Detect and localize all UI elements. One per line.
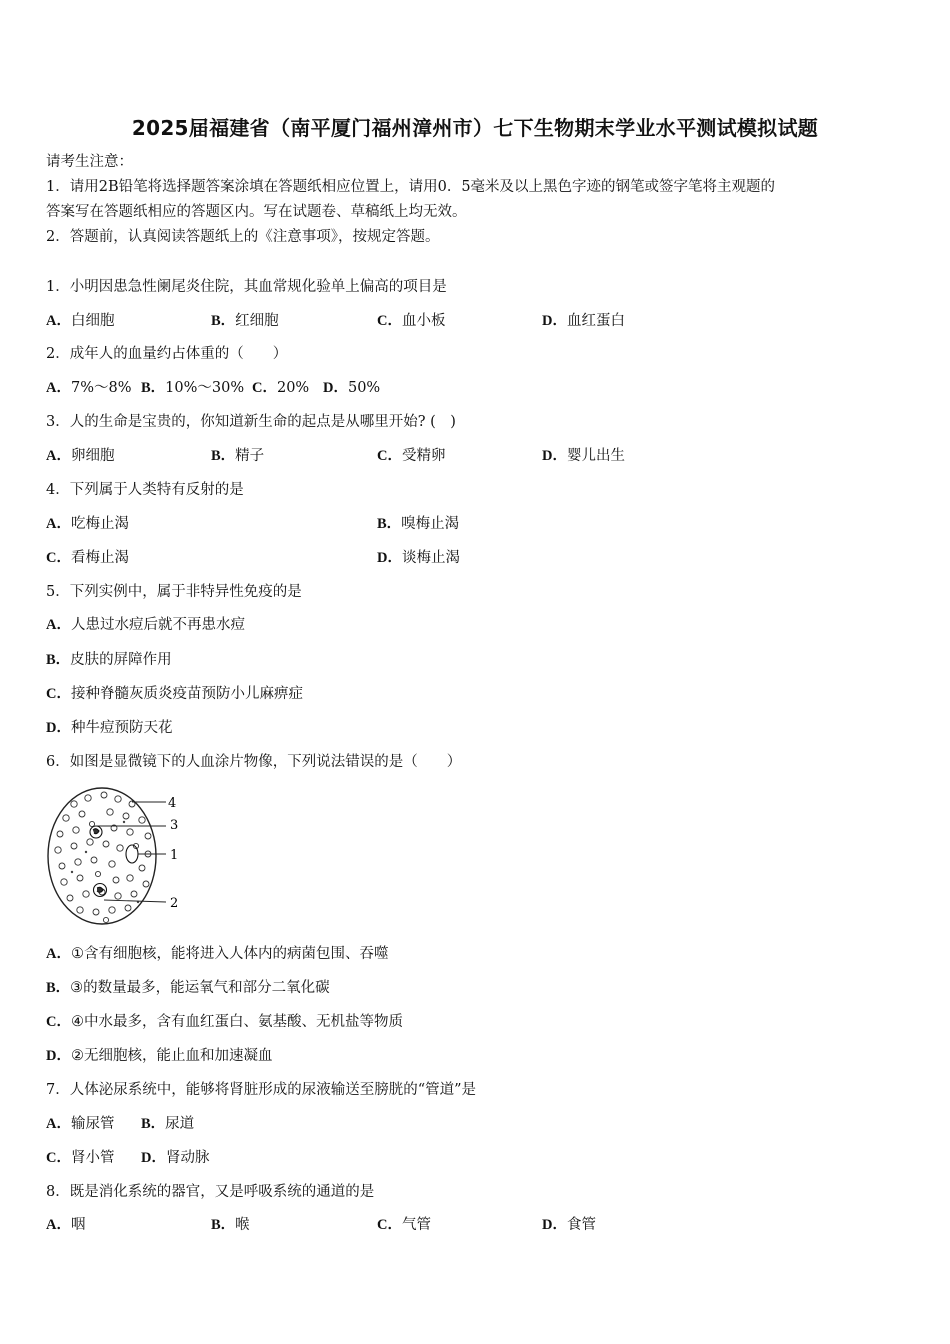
question-7-stem: 7．人体泌尿系统中，能够将肾脏形成的尿液输送至膀胱的“管道”是 bbox=[46, 1082, 477, 1098]
option-label: D． bbox=[542, 448, 567, 464]
option-label: B． bbox=[141, 1116, 166, 1132]
option-text: 输尿管 bbox=[70, 1116, 115, 1132]
option-label: A． bbox=[46, 1217, 71, 1233]
question-3-stem: 3．人的生命是宝贵的，你知道新生命的起点是从哪里开始? ( ) bbox=[46, 414, 456, 430]
option-text: 血小板 bbox=[401, 313, 446, 329]
option-text: 食管 bbox=[566, 1217, 596, 1233]
option-text: 喉 bbox=[235, 1217, 250, 1233]
question-2-stem: 2．成年人的血量约占体重的（ ） bbox=[46, 346, 288, 362]
option-text: 50% bbox=[347, 380, 381, 396]
q6-option-d[interactable] bbox=[46, 1046, 272, 1066]
option-text: 看梅止渴 bbox=[70, 550, 129, 566]
option-label: B． bbox=[211, 313, 236, 329]
option-label: B． bbox=[211, 448, 236, 464]
q8-option-d[interactable] bbox=[542, 1215, 596, 1235]
q1-option-c[interactable] bbox=[377, 311, 445, 331]
option-text: 皮肤的屏障作用 bbox=[70, 652, 172, 668]
option-label: B． bbox=[46, 980, 71, 996]
q6-option-c[interactable] bbox=[46, 1012, 403, 1032]
option-text: 10%～30% bbox=[165, 380, 245, 396]
q6-option-a[interactable] bbox=[46, 944, 388, 964]
q2-option-a[interactable] bbox=[46, 378, 132, 398]
option-label: C． bbox=[46, 550, 71, 566]
option-label: C． bbox=[46, 1014, 71, 1030]
q8-option-a[interactable] bbox=[46, 1215, 85, 1235]
question-1-stem: 1．小明因患急性阑尾炎住院，其血常规化验单上偏高的项目是 bbox=[46, 279, 447, 295]
option-text: 受精卵 bbox=[401, 448, 446, 464]
option-text: 咽 bbox=[70, 1217, 86, 1233]
option-label: A． bbox=[46, 313, 71, 329]
option-label: B． bbox=[377, 516, 402, 532]
q7-option-c[interactable] bbox=[46, 1148, 114, 1168]
option-label: B． bbox=[141, 380, 166, 396]
option-text: 卵细胞 bbox=[70, 448, 115, 464]
figure-label-4: 4 bbox=[168, 796, 177, 811]
option-label: B． bbox=[46, 652, 71, 668]
option-text: 气管 bbox=[401, 1217, 431, 1233]
option-label: C． bbox=[377, 313, 402, 329]
q4-option-a[interactable] bbox=[46, 514, 129, 534]
option-text: 种牛痘预防天花 bbox=[70, 720, 173, 736]
option-text: 嗅梅止渴 bbox=[401, 516, 460, 532]
option-label: D． bbox=[141, 1150, 166, 1166]
notice-line-1b: 答案写在答题纸相应的答题区内。写在试题卷、草稿纸上均无效。 bbox=[46, 204, 467, 220]
q6-option-b[interactable] bbox=[46, 978, 330, 998]
option-label: C． bbox=[377, 448, 402, 464]
option-text: 血红蛋白 bbox=[566, 313, 625, 329]
question-8-stem: 8．既是消化系统的器官，又是呼吸系统的通道的是 bbox=[46, 1184, 375, 1200]
option-label: A． bbox=[46, 946, 71, 962]
option-text: 人患过水痘后就不再患水痘 bbox=[70, 617, 245, 633]
figure-label-1: 1 bbox=[170, 848, 179, 863]
blood-smear-figure bbox=[46, 782, 188, 930]
option-label: C． bbox=[46, 1150, 71, 1166]
q5-option-c[interactable] bbox=[46, 684, 303, 704]
question-6-stem: 6．如图是显微镜下的人血涂片物像，下列说法错误的是（ ） bbox=[46, 754, 462, 770]
option-text: 谈梅止渴 bbox=[401, 550, 460, 566]
q4-option-b[interactable] bbox=[377, 514, 459, 534]
option-text: 吃梅止渴 bbox=[70, 516, 129, 532]
q7-option-b[interactable] bbox=[141, 1114, 194, 1134]
option-text: 7%～8% bbox=[70, 380, 132, 396]
figure-label-3: 3 bbox=[170, 818, 179, 833]
option-text: 精子 bbox=[235, 448, 265, 464]
option-text: 白细胞 bbox=[70, 313, 115, 329]
q7-option-a[interactable] bbox=[46, 1114, 114, 1134]
option-label: C． bbox=[377, 1217, 402, 1233]
q3-option-a[interactable] bbox=[46, 446, 114, 466]
option-label: A． bbox=[46, 448, 71, 464]
q4-option-d[interactable] bbox=[377, 548, 460, 568]
q2-option-b[interactable] bbox=[141, 378, 244, 398]
option-text: 肾小管 bbox=[70, 1150, 115, 1166]
option-text: ④中水最多，含有血红蛋白、氨基酸、无机盐等物质 bbox=[70, 1014, 403, 1030]
option-text: 尿道 bbox=[165, 1116, 195, 1132]
option-label: D． bbox=[542, 313, 567, 329]
q1-option-a[interactable] bbox=[46, 311, 114, 331]
figure-label-2: 2 bbox=[170, 896, 179, 911]
q1-option-d[interactable] bbox=[542, 311, 625, 331]
notice-line-1a: 1．请用2B铅笔将选择题答案涂填在答题纸相应位置上，请用0．5毫米及以上黑色字迹的钢笔或签字笔将主观题的 bbox=[46, 179, 776, 195]
option-text: 20% bbox=[276, 380, 310, 396]
q5-option-b[interactable] bbox=[46, 650, 172, 670]
option-text: 婴儿出生 bbox=[566, 448, 625, 464]
q2-option-c[interactable] bbox=[252, 378, 309, 398]
q3-option-b[interactable] bbox=[211, 446, 264, 466]
q5-option-a[interactable] bbox=[46, 615, 245, 635]
option-text: 肾动脉 bbox=[165, 1150, 210, 1166]
q3-option-c[interactable] bbox=[377, 446, 445, 466]
q2-option-d[interactable] bbox=[323, 378, 380, 398]
q1-option-b[interactable] bbox=[211, 311, 279, 331]
option-label: A． bbox=[46, 617, 71, 633]
question-5-stem: 5．下列实例中，属于非特异性免疫的是 bbox=[46, 584, 302, 600]
option-label: D． bbox=[46, 720, 71, 736]
question-4-stem: 4．下列属于人类特有反射的是 bbox=[46, 482, 244, 498]
option-label: A． bbox=[46, 380, 71, 396]
option-label: D． bbox=[46, 1048, 71, 1064]
q7-option-d[interactable] bbox=[141, 1148, 209, 1168]
q8-option-c[interactable] bbox=[377, 1215, 431, 1235]
option-text: ①含有细胞核，能将进入人体内的病菌包围、吞噬 bbox=[70, 946, 389, 962]
option-text: ③的数量最多，能运氧气和部分二氧化碳 bbox=[70, 980, 330, 996]
option-text: 接种脊髓灰质炎疫苗预防小儿麻痹症 bbox=[70, 686, 303, 702]
q4-option-c[interactable] bbox=[46, 548, 129, 568]
notice-heading: 请考生注意： bbox=[46, 154, 133, 170]
option-text: 红细胞 bbox=[235, 313, 279, 329]
q3-option-d[interactable] bbox=[542, 446, 625, 466]
option-label: B． bbox=[211, 1217, 236, 1233]
option-label: C． bbox=[46, 686, 71, 702]
option-label: C． bbox=[252, 380, 277, 396]
page-title: 2025届福建省（南平厦门福州漳州市）七下生物期末学业水平测试模拟试题 bbox=[131, 116, 819, 140]
q8-option-b[interactable] bbox=[211, 1215, 250, 1235]
option-label: A． bbox=[46, 1116, 71, 1132]
option-label: A． bbox=[46, 516, 71, 532]
option-label: D． bbox=[542, 1217, 567, 1233]
option-label: D． bbox=[323, 380, 348, 396]
notice-line-2: 2．答题前，认真阅读答题纸上的《注意事项》，按规定答题。 bbox=[46, 229, 440, 245]
q5-option-d[interactable] bbox=[46, 718, 172, 738]
option-label: D． bbox=[377, 550, 402, 566]
option-text: ②无细胞核，能止血和加速凝血 bbox=[70, 1048, 273, 1064]
